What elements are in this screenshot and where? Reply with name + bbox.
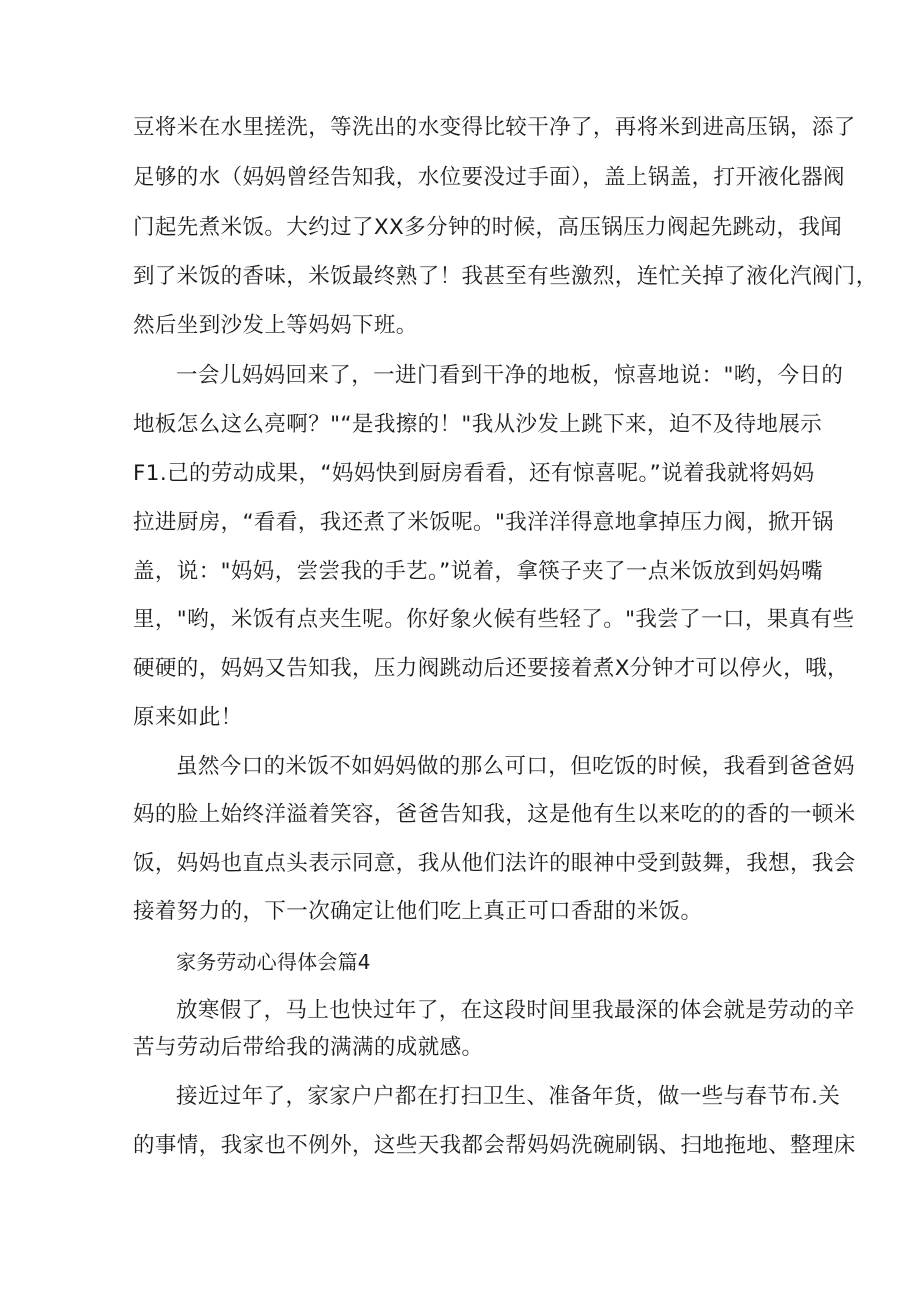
text-line: 苦与劳动后带给我的满满的成就感。 [133, 1035, 484, 1060]
text-line: 放寒假了，马上也快过年了，在这段时间里我最深的体会就是劳动的辛 [176, 998, 855, 1023]
text-line: F1.己的劳动成果，“妈妈快到厨房看看，还有惊喜呢。”说着我就将妈妈 [133, 461, 815, 486]
text-line: 到了米饭的香味，米饭最终熟了！我甚至有些激烈，连忙关掉了液化汽阀门， [133, 264, 878, 289]
text-line: 豆将米在水里搓洗，等洗出的水变得比较干净了，再将米到进高压锅，添了 [133, 115, 856, 140]
section-heading: 家务劳动心得体会篇4 [176, 950, 371, 974]
text-line: 拉进厨房，“看看，我还煮了米饭呢。"我洋洋得意地拿掉压力阀，掀开锅 [133, 510, 834, 535]
text-line: 的事情，我家也不例外，这些天我都会帮妈妈洗碗刷锅、扫地拖地、整理床 [133, 1133, 856, 1158]
text-line: 接近过年了，家家户户都在打扫卫生、准备年货，做一些与春节布.关 [176, 1084, 841, 1109]
text-line: 原来如此！ [133, 705, 243, 730]
text-line: 足够的水（妈妈曾经告知我，水位要没过手面），盖上锅盖，打开液化器阀 [133, 165, 845, 190]
text-line: 妈的脸上始终洋溢着笑容，爸爸告知我，这是他有生以来吃的的香的一顿米 [133, 802, 856, 827]
text-line: 一会儿妈妈回来了，一进门看到干净的地板，惊喜地说："哟，今日的 [176, 363, 844, 388]
text-line: 然后坐到沙发上等妈妈下班。 [133, 313, 418, 338]
text-line: 里，"哟，米饭有点夹生呢。你好象火候有些轻了。"我尝了一口，果真有些 [133, 607, 855, 632]
text-line: 盖，说："妈妈，尝尝我的手艺。”说着，拿筷子夹了一点米饭放到妈妈嘴 [133, 559, 823, 584]
text-line: 虽然今口的米饭不如妈妈做的那么可口，但吃饭的时候，我看到爸爸妈 [176, 754, 855, 779]
text-line: 硬硬的，妈妈又告知我，压力阀跳动后还要接着煮X分钟才可以停火，哦， [133, 656, 849, 681]
text-line: 饭，妈妈也直点头表示同意，我从他们法许的眼神中受到鼓舞，我想，我会 [133, 851, 856, 876]
text-line: 地板怎么这么亮啊？"“是我擦的！"我从沙发上跳下来，迫不及待地展示 [133, 412, 823, 437]
text-line: 接着努力的，下一次确定让他们吃上真正可口香甜的米饭。 [133, 899, 703, 924]
text-line: 门起先煮米饭。大约过了XX多分钟的时候，高压锅压力阀起先跳动，我闻 [133, 215, 843, 240]
